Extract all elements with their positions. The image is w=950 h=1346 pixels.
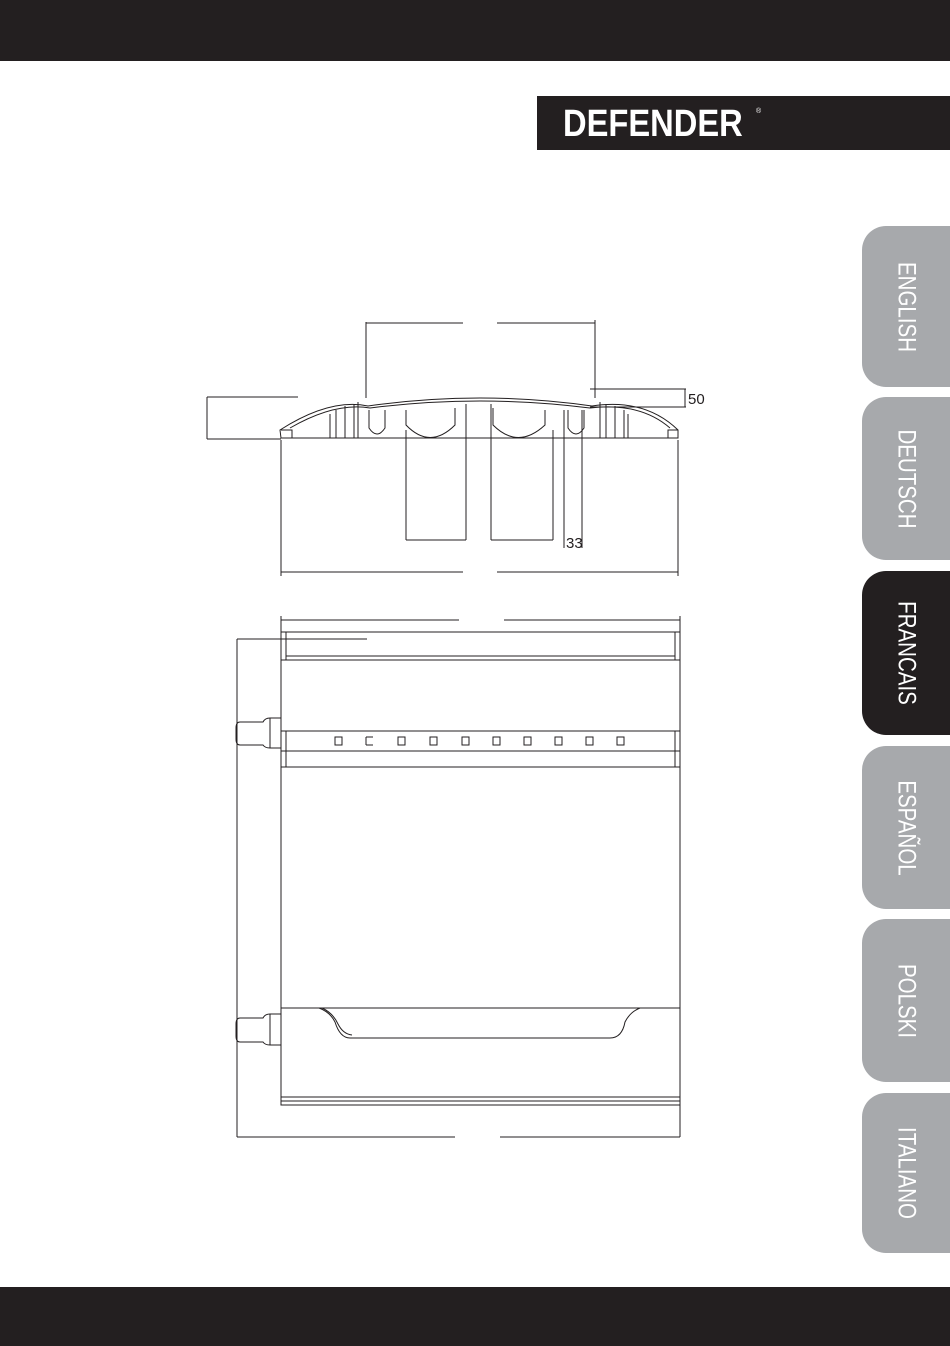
tab-francais[interactable] xyxy=(862,571,950,735)
tab-english-label: ENGLISH xyxy=(892,261,921,352)
brand-logo-text: DEFENDER xyxy=(563,103,743,145)
tab-english[interactable] xyxy=(862,226,950,387)
cross-section-view xyxy=(207,320,686,576)
tab-deutsch[interactable] xyxy=(862,397,950,560)
dimension-label-33: 33 xyxy=(566,535,583,552)
dimension-label-50: 50 xyxy=(688,391,705,408)
tab-polski[interactable] xyxy=(862,919,950,1082)
tab-polski-label: POLSKI xyxy=(892,963,921,1038)
plan-view xyxy=(236,616,680,1137)
footer-bar xyxy=(0,1287,950,1346)
tab-deutsch-label: DEUTSCH xyxy=(892,428,921,529)
tab-italiano[interactable] xyxy=(862,1093,950,1253)
tab-espanol[interactable] xyxy=(862,746,950,909)
registered-mark: ® xyxy=(756,108,762,115)
tab-espanol-label: ESPAÑOL xyxy=(892,779,921,876)
tab-italiano-label: ITALIANO xyxy=(892,1127,921,1219)
tab-francais-label: FRANCAIS xyxy=(892,601,921,705)
